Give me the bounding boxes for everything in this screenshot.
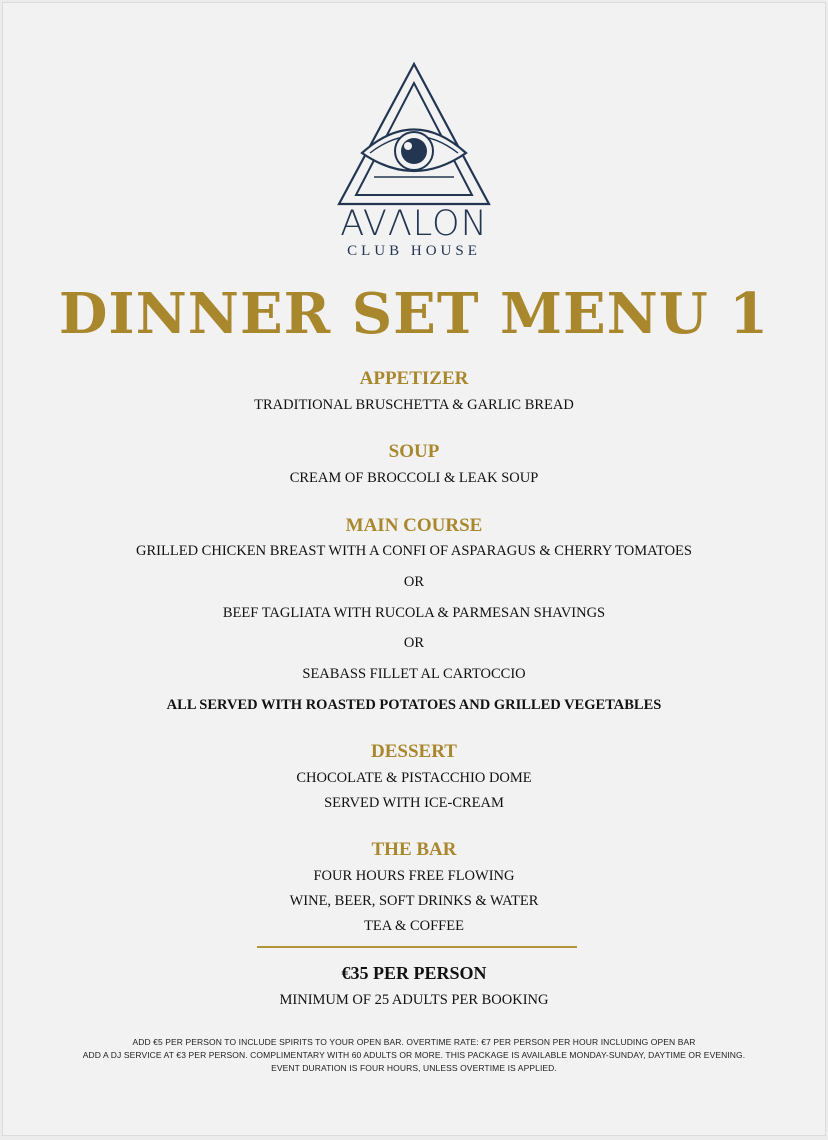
main-course-or: OR bbox=[403, 574, 425, 590]
dessert-heading: DESSERT bbox=[371, 741, 457, 762]
menu-page bbox=[2, 2, 826, 1136]
dessert-item: CHOCOLATE & PISTACCHIO DOME bbox=[296, 770, 532, 786]
bar-item: TEA & COFFEE bbox=[364, 918, 464, 934]
eye-in-triangle-icon bbox=[334, 61, 494, 207]
price: €35 PER PERSON bbox=[341, 963, 487, 983]
main-course-item: BEEF TAGLIATA WITH RUCOLA & PARMESAN SHAVINGS bbox=[222, 605, 606, 621]
fine-print-line: ADD €5 PER PERSON TO INCLUDE SPIRITS TO YOUR OPEN BAR. OVERTIME RATE: €7 PER PERSON PER HOUR INCLUDING OPEN BAR bbox=[132, 1037, 696, 1047]
main-course-heading: MAIN COURSE bbox=[345, 515, 483, 536]
main-course-item: GRILLED CHICKEN BREAST WITH A CONFI OF ASPARAGUS & CHERRY TOMATOES bbox=[136, 543, 692, 559]
divider bbox=[257, 946, 577, 948]
main-course-or: OR bbox=[403, 635, 425, 651]
appetizer-heading: APPETIZER bbox=[359, 368, 469, 389]
fine-print-line: EVENT DURATION IS FOUR HOURS, UNLESS OVERTIME IS APPLIED. bbox=[271, 1063, 557, 1073]
main-course-note: ALL SERVED WITH ROASTED POTATOES AND GRILLED VEGETABLES bbox=[166, 697, 662, 713]
brand-subtitle: CLUB HOUSE bbox=[347, 243, 481, 259]
soup-item: CREAM OF BROCCOLI & LEAK SOUP bbox=[289, 470, 539, 486]
dessert-item: SERVED WITH ICE-CREAM bbox=[324, 795, 504, 811]
appetizer-item: TRADITIONAL BRUSCHETTA & GARLIC BREAD bbox=[254, 397, 574, 413]
bar-item: FOUR HOURS FREE FLOWING bbox=[313, 868, 515, 884]
bar-item: WINE, BEER, SOFT DRINKS & WATER bbox=[289, 893, 539, 909]
brand-name: AVΛLON bbox=[340, 204, 488, 244]
fine-print-line: ADD A DJ SERVICE AT €3 PER PERSON. COMPLIMENTARY WITH 60 ADULTS OR MORE. THIS PACKAGE IS AVAILABLE MONDAY-SUNDAY, DAYTIME OR EVENING. bbox=[82, 1050, 746, 1060]
soup-heading: SOUP bbox=[388, 441, 440, 462]
bar-heading: THE BAR bbox=[371, 839, 457, 860]
main-course-item: SEABASS FILLET AL CARTOCCIO bbox=[302, 666, 526, 682]
page-title: DINNER SET MENU 1 bbox=[58, 281, 770, 347]
minimum-booking: MINIMUM OF 25 ADULTS PER BOOKING bbox=[279, 992, 549, 1008]
